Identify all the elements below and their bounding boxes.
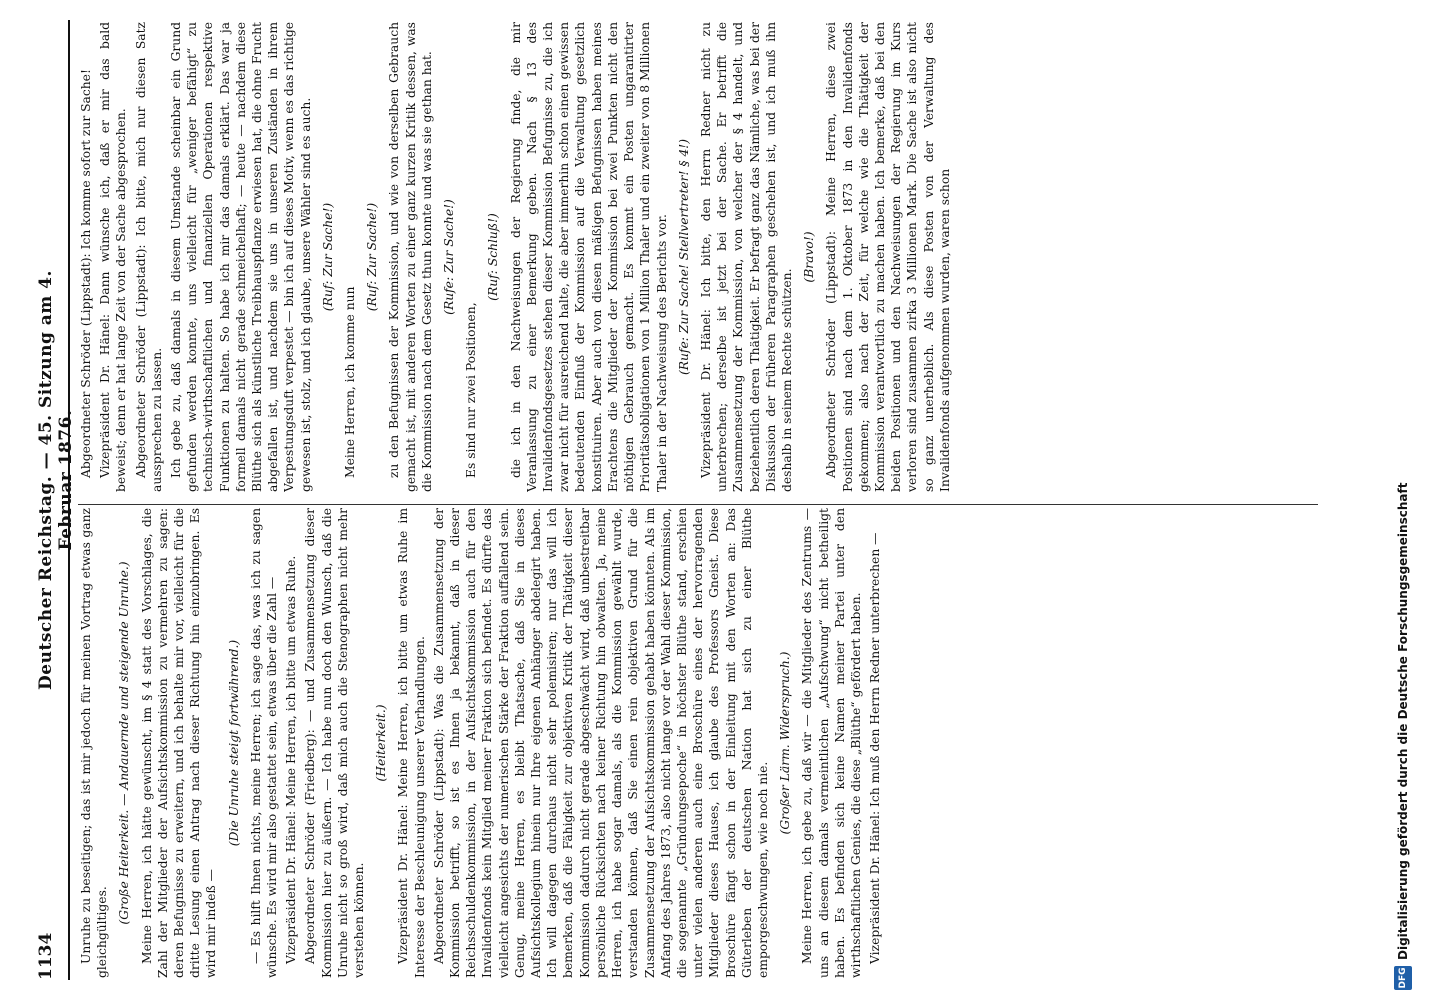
paragraph: Abgeordneter Schröder (Lippstadt): Meine Herren, diese zwei Positionen sind nach dem 1. Oktober 1873 in den Invalidenfonds gekommen; also nach der Zeit, für welche wie die Thätigkeit der Kommission verantwortlich zu machen haben. Ich bemerke, daß bei den beiden Positionen und den Nachweisungen der Regierung im Kurs verloren sind zusammen zirka 3 Millionen Mark. Die Sache ist also nicht so ganz unerheblich. Als diese Posten von der Verwaltung des Invalidenfonds aufgenommen wurden, waren schon (824, 22, 952, 492)
paragraph: Abgeordneter Schröder (Lippstadt): Ich komme sofort zur Sache! (79, 69, 93, 478)
right-column (78, 22, 1318, 492)
paragraph: Vizepräsident Dr. Hänel: Ich muß den Herrn Redner unterbrechen — (868, 532, 883, 964)
credit-bar (1386, 0, 1420, 1000)
paragraph: (Große Heiterkeit. — Andauernde und steigende Unruhe.) (117, 561, 132, 925)
paragraph: Unruhe zu beseitigen; das ist mir jedoch für meinen Vortrag etwas ganz gleichgültiges. (79, 508, 110, 978)
paragraph: Meine Herren, ich hätte gewünscht, im § 4 statt des Vorschlages, die Zahl der Mitglieder der Aufsichtskommission zu vermehren zu sagen: deren Befugnisse zu erweitern, und ich behalte mir vor, vielleicht für die dritte Lesung einen Antrag nach dieser Richtung hin einzubringen. Es wird mir indeß — (139, 508, 219, 978)
paragraph: (Rufe: Zur Sache! Stellvertreter! § 4!) (676, 138, 691, 376)
paragraph: (Bravo!) (802, 231, 817, 283)
paragraph: Meine Herren, ich gebe zu, daß wir — die Mitglieder des Zentrums — uns an diesem damals vermeintlichen „Aufschwung“ nicht betheiligt haben. Es befinden sich keine Namen meiner Partei unter den wirthschaftlichen Genies, die diese „Blüthe“ gefördert haben. (800, 508, 863, 978)
paragraph: (Die Unruhe steigt fortwährend.) (226, 639, 241, 847)
page-header (28, 20, 76, 980)
page-title: Deutscher Reichstag. — 45. Sitzung am 4. Februar 1876. (36, 270, 76, 690)
paragraph: (Ruf: Zur Sache!) (365, 202, 380, 312)
column-divider (78, 504, 1318, 505)
credit-text: Digitalisierung gefördert durch die Deutsche Forschungsgemeinschaft (1396, 482, 1410, 960)
paragraph: Vizepräsident Dr. Hänel: Dann wünsche ich, daß er mir das bald beweist; denn er hat lange Zeit von der Sache abgesprochen. (98, 22, 129, 492)
paragraph: Abgeordneter Schröder (Friedberg): — und Zusammensetzung dieser Kommission hier zu äußern. — Ich habe nun doch den Wunsch, daß die Unruhe nicht so groß wird, daß mich auch die Stenographen nicht mehr verstehen können. (303, 508, 367, 978)
left-column (78, 508, 1318, 978)
paragraph: Abgeordneter Schröder (Lippstadt): Was die Zusammensetzung der Kommission betrifft, so ist es Ihnen ja bekannt, daß in dieser Reichsschuldenkommission, in der Aufsichtskommission auch für den Invalidenfonds kein Mitglied meiner Fraktion sich befindet. Es dürfte das vielleicht angesichts der numerischen Stärke der Fraktion auffallend sein. Genug, meine Herren, es bleibt Thatsache, daß Sie in dieses Aufsichtskollegium hinein nur Ihre eigenen Anhänger abdelegirt haben. Ich will dagegen durchaus nicht sehr polemisiren; nur das will ich bemerken, daß die Fähigkeit zur objektiven Kritik der Thätigkeit dieser Kommission dadurch nicht gerade abgeschwächt wird, daß unbestreitbar persönliche Rücksichten nach keiner Richtung hin obwalten. Ja, meine Herren, ich habe sogar damals, als die Kommission gewählt wurde, verstanden können, daß Sie einen rein objektiven Grund für die Zusammensetzung der Aufsichtskommission gehabt haben könnten. Als im Anfang des Jahres 1873, also nicht lange vor der Wahl dieser Kommission, die sogenannte „Gründungsepoche“ in höchster Blüthe stand, erschien unter vielen anderen auch eine Broschüre eines der hervorragenden Mitglieder dieses Hauses, ich glaube des Professors Gneist. Diese Broschüre fängt schon in der Einleitung mit den Worten an: Das Güterleben der deutschen Nation hat sich zu einer Blüthe emporgeschwungen, wie noch nie. (431, 508, 770, 978)
paragraph: Es sind nur zwei Positionen, (464, 302, 479, 478)
paragraph: Vizepräsident Dr. Hänel: Meine Herren, ich bitte um etwas Ruhe. (284, 555, 299, 964)
paragraph: zu den Befugnissen der Kommission, und wie von derselben Gebrauch gemacht ist, mit anderen Worten zu einer ganz kurzen Kritik dessen, was die Kommission nach dem Gesetz thun konnte und was sie gethan hat. (387, 22, 434, 492)
paragraph: (Großer Lärm. Widerspruch.) (778, 651, 793, 835)
paragraph: Abgeordneter Schröder (Lippstadt): Ich bitte, mich nur diesen Satz aussprechen zu lassen. (133, 22, 164, 492)
paragraph: (Rufe: Zur Sache!) (442, 199, 457, 315)
paragraph: (Ruf: Schluß!) (486, 213, 501, 301)
paragraph: Meine Herren, ich komme nun (343, 286, 358, 478)
paragraph: Vizepräsident Dr. Hänel: Meine Herren, ich bitte um etwas Ruhe im Interesse der Beschleunigung unserer Verhandlungen. (396, 508, 427, 978)
paragraph: Vizepräsident Dr. Hänel: Ich bitte, den Herrn Redner nicht zu unterbrechen; derselbe ist jetzt bei der Sache. Er betrifft die Zusammensetzung der Kommission, von welcher der § 4 handelt, und beziehentlich deren Thätigkeit. Er befragt ganz das Nämliche, was bei der Diskussion der früheren Paragraphen geschehen ist, und ich muß ihn deshalb in seinem Rechte schützen. (698, 22, 794, 492)
paragraph: die ich in den Nachweisungen der Regierung finde, die mir Veranlassung zu einer Bemerkung geben. Nach § 13 des Invalidenfondsgesetzes stehen dieser Kommission Befugnisse zu, die ich zwar nicht für ausreichend halte, die aber immerhin schon einen gewissen bedeutenden Einfluß der Kommission auf die Verwaltung gesetzlich konstituiren. Aber auch von diesen mäßigen Befugnissen haben meines Erachtens die Mitglieder der Kommission bei zwei Punkten nicht den nöthigen Gebrauch gemacht. Es kommt ein Posten ungarantirter Prioritätsobligationen von 1 Million Thaler und ein zweiter von 8 Millionen Thaler in der Nachweisung des Berichts vor. (508, 22, 669, 492)
paragraph: Ich gebe zu, daß damals in diesem Umstande scheinbar ein Grund gefunden werden konnte, uns vielleicht für „weniger befähigt“ zu technisch-wirthschaftlichen und finanziellen Operationen respektive Funktionen zu halten. So habe ich mir das damals erklärt. Das war ja formell damals nicht gerade schmeichelhaft; — heute — nachdem diese Blüthe sich als künstliche Treibhauspflanze erwiesen hat, die ohne Frucht abgefallen ist, und nachdem sie uns in unseren Zuständen in ihrem Verpestungsduft verpestet — bin ich auf dieses Motiv, wenn es das richtige gewesen ist, stolz, und ich glaube, unsere Wähler sind es auch. (169, 22, 313, 492)
paragraph: (Ruf: Zur Sache!) (320, 202, 335, 312)
paragraph: — Es hilft Ihnen nichts, meine Herren; ich sage das, was ich zu sagen wünsche. Es wird mir also gestattet sein, etwas über die Zahl — (248, 508, 280, 978)
dfg-logo: DFG (1394, 966, 1412, 990)
page-number: 1134 (36, 932, 56, 980)
paragraph: (Heiterkeit.) (374, 704, 389, 782)
